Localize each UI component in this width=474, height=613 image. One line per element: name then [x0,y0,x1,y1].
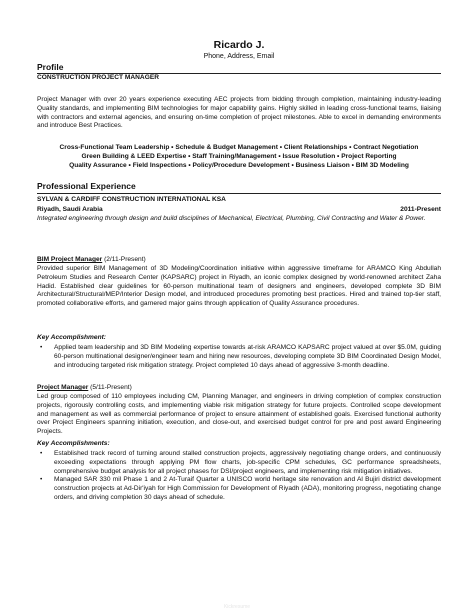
candidate-name: Ricardo J. [213,39,265,51]
profile-heading: Profile [37,62,64,72]
profile-summary: Project Manager with over 20 years experience executing AEC projects from bidding through completion, maintaining industry-leading Quality standards, and implementing BIM technologies for major capability gains. Highly skilled in leading cross-functional teams, liaising with contractors and external agencies, and ensuring on-time completion of project milestones. Able to excel in demanding environments and introduce Best Practices. [37,96,441,130]
skills-line: Cross-Functional Team Leadership • Schedule & Budget Management • Client Relationships • Contract Negotiation [59,144,419,151]
bullet-icon: • [40,476,43,484]
role-title: Project Manager [37,384,89,391]
role-title: BIM Project Manager [37,256,103,263]
list-item-text: Established track record of turning around stalled construction projects, aggressively negotiating change orders, and continuously exceeding expectations through applying PM flow charts, job-specific CPM schedules, GC performance spreadsheets, comprehensive budget analysis for all project phases for DSI/project engineers, and implementing risk mitigation initiatives. [54,450,441,475]
role-title-row [37,384,132,391]
list-item [37,450,441,476]
key-accomplishments-label: Key Accomplishment: [37,334,107,341]
company-name: SYLVAN & CARDIFF CONSTRUCTION INTERNATIONAL KSA [37,196,226,203]
role-period: (2/11-Present) [102,256,146,263]
company-description: Integrated engineering through design and build disciplines of Mechanical, Electrical, Plumbing, Civil Contracting and Water & Power. [37,215,426,222]
accomplishments-list [37,450,441,503]
bullet-icon: • [40,344,43,351]
company-dates: 2011-Present [400,206,441,213]
skills-block [37,144,441,170]
profile-role: CONSTRUCTION PROJECT MANAGER [37,74,159,81]
role-description: Led group composed of 110 employees including CM, Planning Manager, and engineers in driving completion of complex construction projects, rigorously controlling costs, and implementing viable risk mitigation strategy for future projects. Controlled scope development and management as well as commercial performance of project to ensure attainment of established goals. Exercised functional authority over Project Engineers spanning initiation, execution, and close-out, and exercised budget control for pre and post award Engineering Projects. [37,393,441,435]
list-item-text: Managed SAR 330 mil Phase 1 and 2 At-Turaif Quarter a UNISCO world heritage site renovation and Al Bujiri district development construction projects at Ad-Dir'iyah for High Commission for Development of Riyadh (ADA), monitoring progress, negotiating change orders, and driving completion 30 days ahead of schedule. [54,476,441,501]
skills-line: Green Building & LEED Expertise • Staff Training/Management • Issue Resolution • Project Reporting [81,152,397,160]
skills-line: Quality Assurance • Field Inspections • Policy/Procedure Development • Business Liaison • BIM 3D Modeling [69,161,409,169]
experience-divider [37,193,441,194]
contact-line: Phone, Address, Email [203,53,275,60]
list-item-text: Applied team leadership and 3D BIM Modeling expertise towards at-risk ARAMCO KAPSARC project valued at over $5.0M, guiding 60-person multinational designer/engineer team and hiring new resources, developing complete 3D BIM Coordinated Design Model, and introducing targeted risk mitigation strategy. Project completed 10 days ahead of aggressive 3-month deadline. [54,344,441,369]
bullet-icon: • [40,450,43,457]
accomplishments-list [37,344,441,370]
company-location: Riyadh, Saudi Arabia [37,206,103,213]
list-item [37,344,441,370]
role-description: Provided superior BIM Management of 3D Modeling/Coordination initiative within aggressive timeframe for ARAMCO King Abdullah Petroleum Studies and Research Center (KAPSARC) project in Riyadh, an iconic complex designed by world-renowned architect Zaha Hadid. Established clear guidelines for 60-person multinational team of designers and engineers, developed complete 3D BIM Architectural/Structural/MEP/Interior Design model, and introduced procedures promoting best practices. Hired and trained top-tier staff, promoted collaborative efforts, and garnered major gains through application of Quality Assurance procedures. [37,265,441,307]
key-accomplishments-label: Key Accomplishments: [37,440,110,447]
experience-heading: Professional Experience [37,181,136,191]
role-title-row [37,256,146,263]
company-location-row [37,206,441,213]
watermark: Kickresume [223,604,251,610]
list-item [37,476,441,502]
role-period: (5/11-Present) [88,384,132,391]
